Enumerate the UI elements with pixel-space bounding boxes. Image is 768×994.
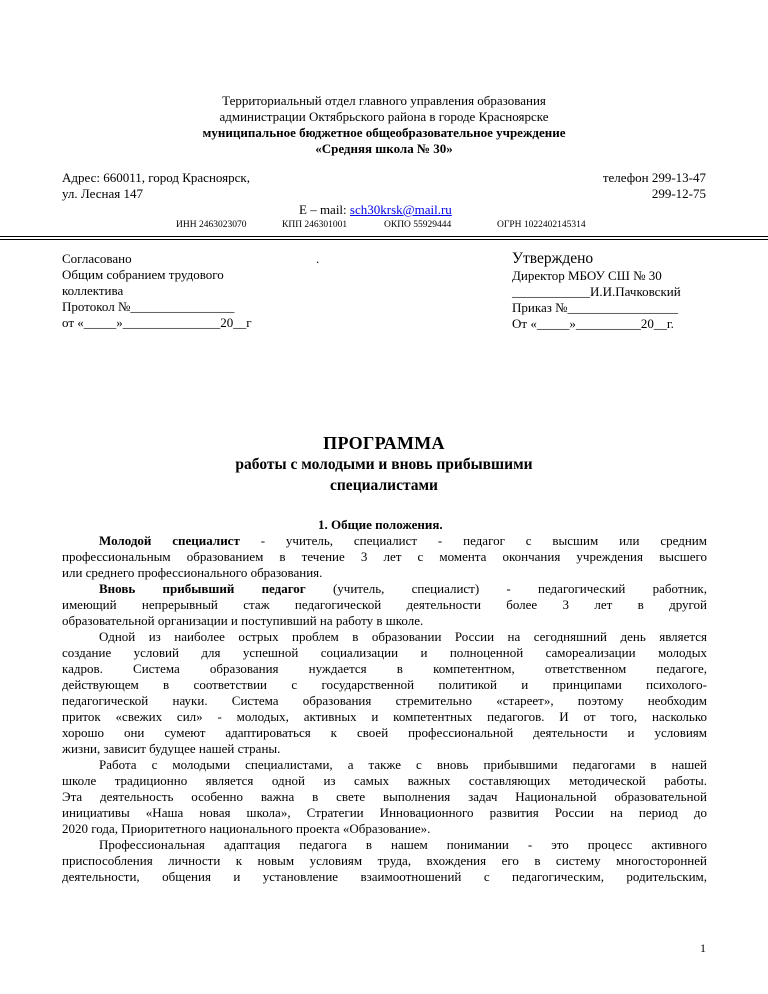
agreed-protocol: Протокол №________________: [62, 299, 235, 314]
para5-line-3: деятельности, общения и установление взаимоотношений с педагогическим, родительским,: [62, 869, 707, 884]
agreed-title: Согласовано: [62, 251, 132, 266]
email-link[interactable]: sch30krsk@mail.ru: [349, 202, 452, 217]
header-line-2: администрации Октябрьского района в городе Красноярске: [219, 109, 549, 124]
para4-line-3: Эта деятельность особенно важна в свете выполнения задач Национальной образовательной: [62, 789, 707, 804]
kpp: КПП 246301001: [282, 220, 348, 230]
para3-line-7: хорошо они сумеют адаптироваться к своей профессиональной деятельности и условиям: [62, 725, 707, 740]
para1-line-3: или среднего профессионального образования.: [62, 565, 323, 580]
para5-line-2: приспособления личности к новым условиям труда, вхождения его в систему многосторонней: [62, 853, 707, 868]
para2-line-3: образовательной организации и поступивший на работу в школе.: [62, 613, 424, 628]
para2-line-1: Вновь прибывший педагог (учитель, специалист) - педагогический работник,: [99, 581, 707, 596]
email-row: [299, 202, 452, 218]
approved-order: Приказ №_________________: [512, 300, 679, 315]
header-line-1: Территориальный отдел главного управления образования: [222, 93, 546, 108]
address-line-1: Адрес: 660011, город Красноярск,: [62, 170, 250, 185]
para1-line-2: профессиональным образованием в течение 3 лет с момента окончания учреждения высшего: [62, 549, 707, 564]
section-heading: 1. Общие положения.: [318, 517, 443, 532]
okpo: ОКПО 55929444: [384, 220, 452, 230]
header-line-4: «Средняя школа № 30»: [315, 141, 453, 156]
document-subtitle-2: специалистами: [330, 477, 438, 494]
para3-line-8: жизни, зависит будущее нашей страны.: [62, 741, 281, 756]
phone-line-2: 299-12-75: [651, 186, 706, 201]
approved-signature: ____________И.И.Пачковский: [512, 284, 681, 299]
para1-line-1: Молодой специалист - учитель, специалист - педагог с высшим или средним: [99, 533, 707, 548]
para3-line-2: создание условий для успешной социализации и полноценной самореализации молодых: [62, 645, 707, 660]
agreed-date: от «_____»_______________20__г: [62, 315, 252, 330]
para5-line-1: Профессиональная адаптация педагога в нашем понимании - это процесс активного: [99, 837, 707, 852]
para1-term: Молодой специалист: [99, 533, 240, 548]
ogrn: ОГРН 1022402145314: [497, 220, 586, 230]
document-subtitle-1: работы с молодыми и вновь прибывшими: [235, 456, 533, 473]
para3-line-6: приток «свежих сил» - молодых, активных и компетентных педагогов. И от того, насколько: [62, 709, 707, 724]
header-line-3: муниципальное бюджетное общеобразовательное учреждение: [202, 125, 566, 140]
page-number: 1: [700, 941, 706, 955]
approved-date: От «_____»__________20__г.: [512, 316, 674, 331]
para2-line-2: имеющий непрерывный стаж педагогической деятельности более 3 лет в другой: [62, 597, 707, 612]
agreed-line-3: коллектива: [62, 283, 124, 298]
address-line-2: ул. Лесная 147: [62, 186, 143, 201]
email-label: E – mail:: [299, 202, 350, 217]
header-rule-bottom: [0, 239, 768, 240]
approved-director: Директор МБОУ СШ № 30: [512, 268, 662, 283]
para4-line-5: 2020 года, Приоритетного национального проекта «Образование».: [62, 821, 431, 836]
para3-line-1: Одной из наиболее острых проблем в образовании России на сегодняшний день является: [99, 629, 707, 644]
para4-line-2: школе традиционно является одной из самых важных составляющих методической работы.: [62, 773, 707, 788]
phone-line-1: телефон 299-13-47: [602, 170, 706, 185]
para2-term: Вновь прибывший педагог: [99, 581, 306, 596]
para3-line-5: педагогической науки. Система образования стремительно «стареет», поэтому необходим: [62, 693, 707, 708]
approved-title: Утверждено: [512, 250, 594, 267]
para3-line-4: действующем в соответствии с государственной политикой и принципами психолого-: [62, 677, 707, 692]
para3-line-3: кадров. Система образования нуждается в компетентном, ответственном педагоге,: [62, 661, 707, 676]
para4-line-4: инициативы «Наша новая школа», Стратегии Инновационного развития России на период до: [62, 805, 707, 820]
stray-dot: .: [316, 251, 320, 266]
para4-line-1: Работа с молодыми специалистами, а также с вновь прибывшими педагогами в нашей: [99, 757, 707, 772]
header-rule-top: [0, 236, 768, 237]
inn: ИНН 2463023070: [176, 220, 247, 230]
document-title: ПРОГРАММА: [323, 433, 445, 453]
agreed-line-2: Общим собранием трудового: [62, 267, 224, 282]
